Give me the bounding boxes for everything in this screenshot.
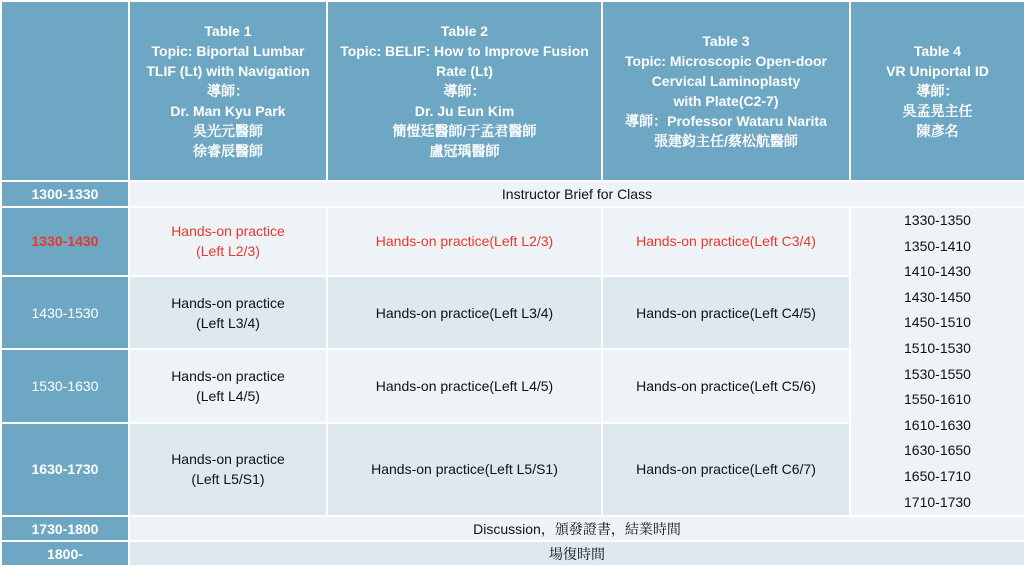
header-table-3: Table 3 Topic: Microscopic Open-door Cervical Laminoplasty with Plate(C2-7) 導師：Professor Wataru Narita 張建鈞主任/蔡松航醫師 [602, 1, 850, 181]
table-1-session-cell: Hands-on practice (Left L4/5) [129, 349, 327, 422]
header-corner [1, 1, 129, 181]
vr-slot: 1450-1510 [904, 314, 971, 331]
table-2-session-cell: Hands-on practice(Left L3/4) [327, 276, 602, 349]
header-table-4: Table 4 VR Uniportal ID 導師： 吳孟晃主任 陳彥名 [850, 1, 1024, 181]
row-session-1 [1, 207, 1024, 276]
vr-slot: 1610-1630 [904, 416, 971, 433]
table-3-session-cell: Hands-on practice(Left C4/5) [602, 276, 850, 349]
time-cell: 1730-1800 [1, 516, 129, 541]
row-instructor-brief [1, 181, 1024, 207]
vr-slot: 1710-1730 [904, 493, 971, 510]
vr-slot: 1430-1450 [904, 288, 971, 305]
vr-slot: 1410-1430 [904, 263, 971, 280]
time-cell: 1630-1730 [1, 423, 129, 516]
vr-slot: 1510-1530 [904, 339, 971, 356]
time-cell: 1330-1430 [1, 207, 129, 276]
header-table-2: Table 2 Topic: BELIF: How to Improve Fusion Rate (Lt) 導師： Dr. Ju Eun Kim 簡愷廷醫師/于孟君醫師 盧冠瑀醫師 [327, 1, 602, 181]
table-2-session-cell: Hands-on practice(Left L2/3) [327, 207, 602, 276]
row-end [1, 541, 1024, 566]
table-1-session-cell: Hands-on practice (Left L2/3) [129, 207, 327, 276]
table-1-session-cell: Hands-on practice (Left L5/S1) [129, 423, 327, 516]
header-table-1: Table 1 Topic: Biportal Lumbar TLIF (Lt) with Navigation 導師： Dr. Man Kyu Park 吳光元醫師 徐睿辰醫師 [129, 1, 327, 181]
vr-slot: 1530-1550 [904, 365, 971, 382]
vr-time-slots [850, 207, 1024, 516]
vr-slot: 1330-1350 [904, 212, 971, 228]
vr-slot: 1630-1650 [904, 442, 971, 459]
vr-slot: 1650-1710 [904, 467, 971, 484]
vr-slot: 1350-1410 [904, 237, 971, 254]
table-1-session-cell: Hands-on practice (Left L3/4) [129, 276, 327, 349]
table-2-session-cell: Hands-on practice(Left L4/5) [327, 349, 602, 422]
instructor-brief-cell: Instructor Brief for Class [129, 181, 1024, 207]
table-3-session-cell: Hands-on practice(Left C5/6) [602, 349, 850, 422]
discussion-cell: Discussion，頒發證書，結業時間 [129, 516, 1024, 541]
header-row [1, 1, 1024, 181]
table-3-session-cell: Hands-on practice(Left C3/4) [602, 207, 850, 276]
time-cell: 1430-1530 [1, 276, 129, 349]
table-2-session-cell: Hands-on practice(Left L5/S1) [327, 423, 602, 516]
time-cell: 1530-1630 [1, 349, 129, 422]
vr-slot: 1550-1610 [904, 391, 971, 408]
cleanup-cell: 場復時間 [129, 541, 1024, 566]
time-cell: 1300-1330 [1, 181, 129, 207]
row-discussion [1, 516, 1024, 541]
time-cell: 1800- [1, 541, 129, 566]
table-3-session-cell: Hands-on practice(Left C6/7) [602, 423, 850, 516]
